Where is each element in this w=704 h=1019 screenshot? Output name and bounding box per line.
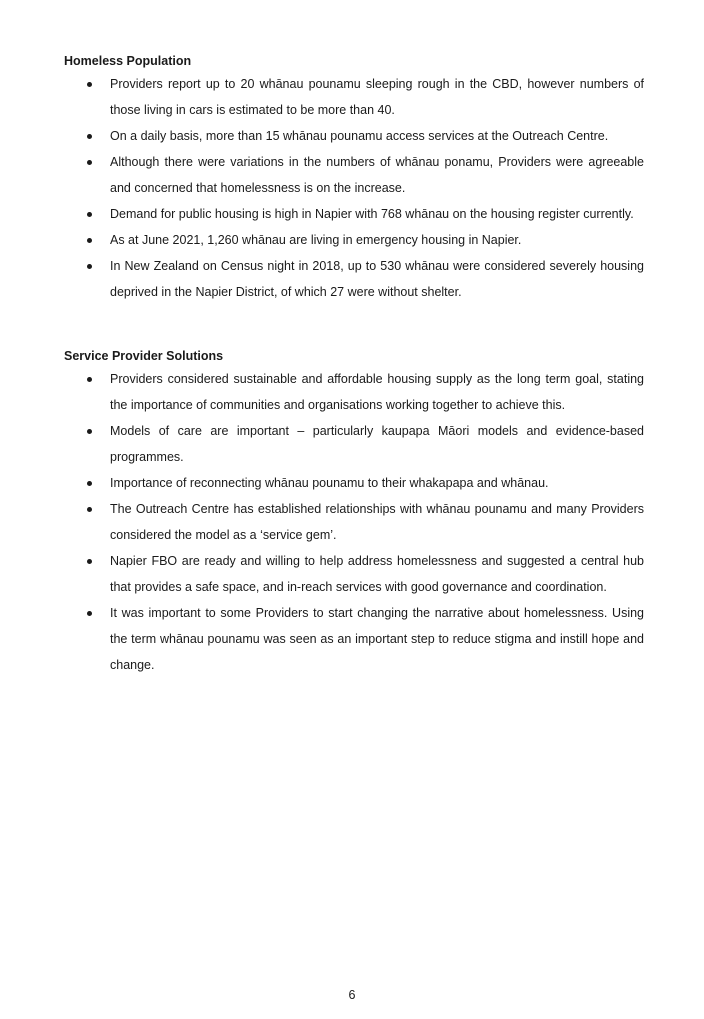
bullet-icon: [87, 559, 92, 564]
bullet-text: Providers considered sustainable and affordable housing supply as the long term goal, stating the importance of communities and organisations working together to achieve this.: [110, 372, 644, 412]
page-number: 6: [348, 988, 356, 1002]
section-heading: Homeless Population: [64, 54, 192, 68]
bullet-text: On a daily basis, more than 15 whānau pounamu access services at the Outreach Centre.: [110, 129, 609, 143]
bullet-item: [64, 366, 644, 418]
bullet-icon: [87, 238, 92, 243]
bullet-list: [64, 71, 644, 305]
section-homeless-population: [64, 52, 644, 305]
bullet-item: [64, 470, 644, 496]
bullet-item: [64, 201, 644, 227]
bullet-text: It was important to some Providers to start changing the narrative about homelessness. Using the term whānau pounamu was seen as an important step to reduce stigma and instill hope and change.: [110, 606, 644, 672]
bullet-icon: [87, 377, 92, 382]
bullet-text: Importance of reconnecting whānau pounamu to their whakapapa and whānau.: [110, 476, 549, 490]
bullet-item: [64, 123, 644, 149]
bullet-text: The Outreach Centre has established relationships with whānau pounamu and many Providers considered the model as a ‘service gem’.: [110, 502, 644, 542]
bullet-item: [64, 600, 644, 678]
bullet-text: As at June 2021, 1,260 whānau are living in emergency housing in Napier.: [110, 233, 522, 247]
bullet-item: [64, 71, 644, 123]
bullet-text: Providers report up to 20 whānau pounamu sleeping rough in the CBD, however numbers of those living in cars is estimated to be more than 40.: [110, 77, 644, 117]
bullet-icon: [87, 507, 92, 512]
bullet-item: [64, 253, 644, 305]
bullet-text: Napier FBO are ready and willing to help address homelessness and suggested a central hub that provides a safe space, and in-reach services with good governance and coordination.: [110, 554, 644, 594]
bullet-icon: [87, 82, 92, 87]
bullet-text: Although there were variations in the numbers of whānau ponamu, Providers were agreeable and concerned that homelessness is on the increase.: [110, 155, 644, 195]
bullet-text: Demand for public housing is high in Napier with 768 whānau on the housing register currently.: [110, 207, 634, 221]
bullet-icon: [87, 212, 92, 217]
section-heading: Service Provider Solutions: [64, 349, 224, 363]
bullet-icon: [87, 160, 92, 165]
bullet-icon: [87, 429, 92, 434]
bullet-list: [64, 366, 644, 678]
bullet-item: [64, 149, 644, 201]
bullet-item: [64, 418, 644, 470]
bullet-icon: [87, 611, 92, 616]
section-service-provider-solutions: [64, 347, 644, 678]
bullet-icon: [87, 481, 92, 486]
bullet-icon: [87, 134, 92, 139]
bullet-text: Models of care are important – particularly kaupapa Māori models and evidence-based programmes.: [110, 424, 644, 464]
bullet-item: [64, 548, 644, 600]
bullet-item: [64, 227, 644, 253]
bullet-text: In New Zealand on Census night in 2018, up to 530 whānau were considered severely housing deprived in the Napier District, of which 27 were without shelter.: [110, 259, 644, 299]
bullet-icon: [87, 264, 92, 269]
bullet-item: [64, 496, 644, 548]
